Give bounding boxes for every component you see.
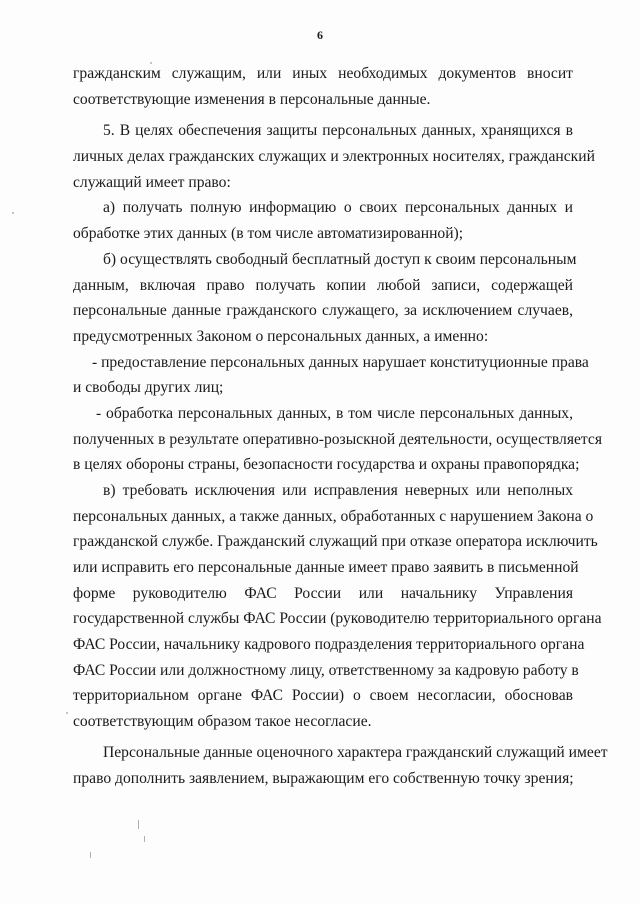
text-line: или исправить его персональные данные имеет право заявить в письменной <box>73 559 579 576</box>
text-line: - обработка персональных данных, в том числе персональных данных, <box>96 405 573 422</box>
text-line: а) получать полную информацию о своих персональных данных и <box>103 199 573 216</box>
text-line: персональных данных, а также данных, обработанных с нарушением Закона о <box>73 508 594 525</box>
text-line: предусмотренных Законом о персональных данных, а именно: <box>73 328 489 345</box>
text-line: соответствующие изменения в персональные данные. <box>73 91 431 108</box>
text-line: ФАС России или должностному лицу, ответственному за кадровую работу в <box>73 662 579 679</box>
text-line: 5. В целях обеспечения защиты персональных данных, хранящихся в <box>103 122 573 139</box>
text-line: гражданским служащим, или иных необходимых документов вносит <box>73 65 573 82</box>
text-line: б) осуществлять свободный бесплатный доступ к своим персональным <box>103 251 577 268</box>
text-line: в) требовать исключения или исправления неверных или неполных <box>103 482 573 499</box>
text-line: личных делах гражданских служащих и электронных носителях, гражданский <box>73 148 595 165</box>
text-line: Персональные данные оценочного характера гражданский служащий имеет <box>103 744 608 761</box>
text-line: в целях обороны страны, безопасности государства и охраны правопорядка; <box>73 456 580 473</box>
text-line: обработке этих данных (в том числе автоматизированной); <box>73 225 464 242</box>
scan-speck <box>150 62 152 64</box>
text-line: данным, включая право получать копии любой записи, содержащей <box>73 277 573 294</box>
text-line: право дополнить заявлением, выражающим его собственную точку зрения; <box>73 770 574 787</box>
scan-speck <box>90 852 91 858</box>
text-line: и свободы других лиц; <box>73 379 224 396</box>
scan-speck <box>144 836 145 842</box>
text-line: соответствующим образом такое несогласие. <box>73 713 372 730</box>
text-line: территориальном органе ФАС России) о своем несогласии, обосновав <box>73 687 573 704</box>
text-line: - предоставление персональных данных нарушает конституционные права <box>92 354 589 371</box>
text-line: ФАС России, начальнику кадрового подразделения территориального органа <box>73 636 585 653</box>
scan-speck <box>138 820 139 829</box>
scan-speck <box>66 712 68 714</box>
text-line: полученных в результате оперативно-розыскной деятельности, осуществляется <box>73 431 603 448</box>
text-line: служащий имеет право: <box>73 174 231 191</box>
text-line: форме руководителю ФАС России или начальнику Управления <box>73 585 573 602</box>
text-line: персональные данные гражданского служащего, за исключением случаев, <box>73 302 573 319</box>
scan-speck <box>12 212 14 214</box>
page-number: 6 <box>317 28 323 42</box>
text-line: гражданской службе. Гражданский служащий при отказе оператора исключить <box>73 533 598 550</box>
text-line: государственной службы ФАС России (руководителю территориального органа <box>73 610 602 627</box>
